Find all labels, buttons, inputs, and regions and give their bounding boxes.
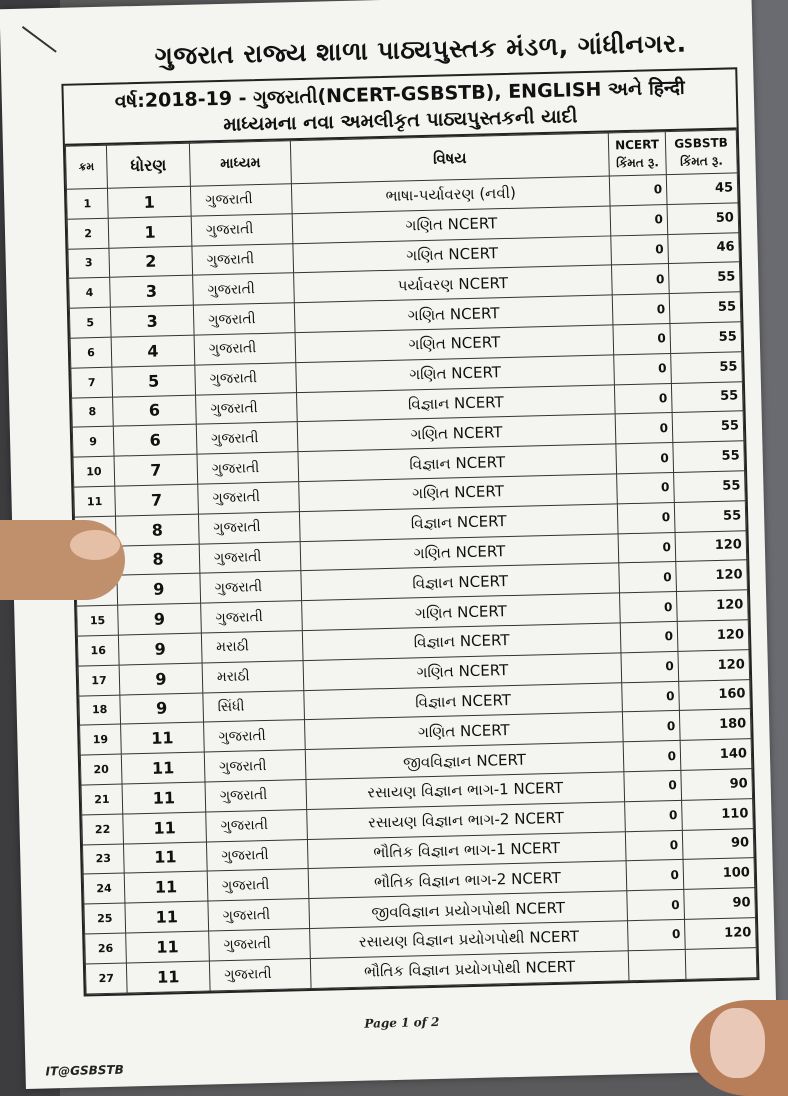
cell-medium: ગુજરાતી bbox=[206, 839, 308, 871]
cell-subject: વિજ્ઞાન NCERT bbox=[299, 504, 618, 542]
cell-standard: 9 bbox=[119, 663, 203, 695]
cell-medium: ગુજરાતી bbox=[193, 303, 295, 335]
cell-subject: ભાષા-પર્યાવરણ (નવી) bbox=[291, 176, 610, 214]
page-number: Page 1 of 2 bbox=[364, 1014, 440, 1031]
cell-gsbstb-price: 50 bbox=[667, 203, 739, 235]
cell-standard: 8 bbox=[116, 544, 200, 576]
cell-medium: ગુજરાતી bbox=[197, 452, 299, 484]
cell-sr: 22 bbox=[82, 814, 124, 845]
cell-standard: 11 bbox=[126, 961, 210, 993]
cell-ncert-price: 0 bbox=[622, 711, 680, 742]
cell-sr: 2 bbox=[67, 218, 109, 249]
cell-medium: ગુજરાતી bbox=[209, 958, 311, 990]
cell-standard: 9 bbox=[118, 633, 202, 665]
col-medium: માધ્યમ bbox=[189, 141, 291, 186]
cell-medium: ગુજરાતી bbox=[192, 243, 294, 275]
cell-subject: રસાયણ વિજ્ઞાન પ્રયોગપોથી NCERT bbox=[310, 921, 629, 959]
gsbstb-label: GSBSTB bbox=[674, 135, 729, 151]
cell-subject: વિજ્ઞાન NCERT bbox=[304, 682, 623, 720]
cell-subject: ગણિત NCERT bbox=[293, 236, 612, 274]
cell-ncert-price: 0 bbox=[616, 443, 674, 474]
cell-gsbstb-price: 180 bbox=[679, 709, 751, 741]
cell-medium: ગુજરાતી bbox=[209, 928, 311, 960]
cell-standard: 9 bbox=[118, 603, 202, 635]
gsbstb-price-label: કિંમત રૂ. bbox=[679, 153, 724, 169]
cell-subject: વિજ્ઞાન NCERT bbox=[298, 444, 617, 482]
cell-gsbstb-price: 55 bbox=[671, 352, 743, 384]
cell-ncert-price: 0 bbox=[614, 353, 672, 384]
cell-sr: 1 bbox=[66, 188, 108, 219]
cell-ncert-price: 0 bbox=[624, 770, 682, 801]
col-subject: વિષય bbox=[290, 133, 609, 184]
cell-subject: ભૌતિક વિજ્ઞાન ભાગ-1 NCERT bbox=[307, 831, 626, 869]
cell-gsbstb-price: 55 bbox=[670, 322, 742, 354]
cell-medium: ગુજરાતી bbox=[198, 482, 300, 514]
cell-subject: ગણિત NCERT bbox=[299, 474, 618, 512]
cell-sr: 10 bbox=[73, 456, 115, 487]
cell-standard: 7 bbox=[114, 454, 198, 486]
cell-gsbstb-price: 120 bbox=[675, 530, 747, 562]
cell-medium: ગુજરાતી bbox=[191, 214, 293, 246]
thumbnail-left bbox=[70, 530, 120, 560]
cell-subject: ગણિત NCERT bbox=[294, 295, 613, 333]
cell-medium: ગુજરાતી bbox=[198, 511, 300, 543]
cell-medium: ગુજરાતી bbox=[204, 720, 306, 752]
cell-standard: 6 bbox=[113, 425, 197, 457]
cell-medium: ગુજરાતી bbox=[208, 899, 310, 931]
cell-medium: મરાઠી bbox=[202, 660, 304, 692]
cell-subject: વિજ્ઞાન NCERT bbox=[301, 563, 620, 601]
pen-mark bbox=[22, 26, 57, 53]
cell-sr: 9 bbox=[72, 427, 114, 458]
cell-ncert-price: 0 bbox=[614, 383, 672, 414]
cell-ncert-price: 0 bbox=[610, 204, 668, 235]
cell-standard: 11 bbox=[121, 752, 205, 784]
cell-subject: ગણિત NCERT bbox=[300, 533, 619, 571]
cell-gsbstb-price: 55 bbox=[672, 411, 744, 443]
cell-subject: ભૌતિક વિજ્ઞાન પ્રયોગપોથી NCERT bbox=[310, 950, 629, 988]
cell-medium: મરાઠી bbox=[201, 631, 303, 663]
cell-ncert-price: 0 bbox=[621, 651, 679, 682]
organization-heading: ગુજરાત રાજ્ય શાળા પાઠ્યપુસ્તક મંડળ, ગાંધીનગર. bbox=[154, 28, 687, 71]
ncert-price-label: કિંમત રૂ. bbox=[615, 155, 660, 171]
ncert-label: NCERT bbox=[614, 137, 660, 153]
cell-gsbstb-price: 55 bbox=[671, 381, 743, 413]
cell-standard: 2 bbox=[109, 246, 193, 278]
cell-sr: 20 bbox=[80, 754, 122, 785]
cell-standard: 3 bbox=[110, 305, 194, 337]
cell-gsbstb-price: 140 bbox=[680, 739, 752, 771]
cell-medium: ગુજરાતી bbox=[206, 809, 308, 841]
cell-standard: 11 bbox=[126, 931, 210, 963]
cell-subject: ગણિત NCERT bbox=[297, 414, 616, 452]
cell-gsbstb-price: 55 bbox=[674, 471, 746, 503]
cell-medium: ગુજરાતી bbox=[207, 869, 309, 901]
cell-ncert-price: 0 bbox=[611, 234, 669, 265]
cell-gsbstb-price: 110 bbox=[682, 798, 754, 830]
cell-gsbstb-price: 120 bbox=[676, 590, 748, 622]
cell-sr: 6 bbox=[70, 337, 112, 368]
cell-sr: 27 bbox=[85, 963, 127, 994]
cell-subject: વિજ્ઞાન NCERT bbox=[302, 623, 621, 661]
cell-gsbstb-price: 90 bbox=[684, 888, 756, 920]
cell-medium: ગુજરાતી bbox=[204, 750, 306, 782]
cell-ncert-price bbox=[628, 949, 686, 980]
cell-subject: પર્યાવરણ NCERT bbox=[294, 265, 613, 303]
source-handle: IT@GSBSTB bbox=[45, 1062, 124, 1079]
cell-standard: 11 bbox=[122, 782, 206, 814]
cell-standard: 5 bbox=[112, 365, 196, 397]
cell-subject: રસાયણ વિજ્ઞાન ભાગ-2 NCERT bbox=[307, 802, 626, 840]
title-line-2: માધ્યમના નવા અમલીકૃત પાઠ્યપુસ્તકની યાદી bbox=[223, 105, 578, 136]
cell-ncert-price: 0 bbox=[620, 592, 678, 623]
cell-standard: 7 bbox=[115, 484, 199, 516]
cell-gsbstb-price: 160 bbox=[679, 679, 751, 711]
cell-sr: 16 bbox=[77, 635, 119, 666]
textbook-table bbox=[61, 67, 759, 996]
cell-standard: 1 bbox=[107, 186, 191, 218]
cell-standard: 4 bbox=[111, 335, 195, 367]
cell-ncert-price: 0 bbox=[625, 800, 683, 831]
cell-sr: 8 bbox=[72, 397, 114, 428]
cell-medium: ગુજરાતી bbox=[194, 333, 296, 365]
cell-standard: 11 bbox=[123, 842, 207, 874]
cell-subject: ભૌતિક વિજ્ઞાન ભાગ-2 NCERT bbox=[308, 861, 627, 899]
cell-gsbstb-price: 55 bbox=[669, 292, 741, 324]
cell-gsbstb-price: 100 bbox=[683, 858, 755, 890]
cell-sr: 23 bbox=[82, 844, 124, 875]
cell-medium: ગુજરાતી bbox=[200, 571, 302, 603]
cell-gsbstb-price: 55 bbox=[673, 441, 745, 473]
cell-subject: ગણિત NCERT bbox=[303, 653, 622, 691]
cell-standard: 3 bbox=[110, 276, 194, 308]
cell-medium: સિંધી bbox=[203, 690, 305, 722]
col-ncert bbox=[608, 132, 666, 176]
cell-subject: ગણિત NCERT bbox=[295, 325, 614, 363]
cell-subject: વિજ્ઞાન NCERT bbox=[297, 384, 616, 422]
cell-ncert-price: 0 bbox=[617, 472, 675, 503]
cell-sr: 24 bbox=[83, 873, 125, 904]
cell-gsbstb-price: 45 bbox=[666, 173, 738, 205]
cell-sr: 11 bbox=[74, 486, 116, 517]
cell-subject: રસાયણ વિજ્ઞાન ભાગ-1 NCERT bbox=[306, 772, 625, 810]
cell-sr: 25 bbox=[84, 903, 126, 934]
cell-subject: ગણિત NCERT bbox=[296, 355, 615, 393]
cell-ncert-price: 0 bbox=[613, 324, 671, 355]
cell-standard: 9 bbox=[120, 693, 204, 725]
cell-sr: 5 bbox=[69, 307, 111, 338]
cell-sr: 7 bbox=[71, 367, 113, 398]
cell-ncert-price: 0 bbox=[628, 919, 686, 950]
cell-gsbstb-price: 46 bbox=[668, 232, 740, 264]
cell-medium: ગુજરાતી bbox=[199, 541, 301, 573]
cell-ncert-price: 0 bbox=[622, 681, 680, 712]
cell-sr: 26 bbox=[85, 933, 127, 964]
thumbnail-right bbox=[710, 1008, 765, 1078]
cell-sr: 18 bbox=[79, 695, 121, 726]
cell-sr: 17 bbox=[78, 665, 120, 696]
cell-gsbstb-price: 55 bbox=[668, 262, 740, 294]
cell-sr: 3 bbox=[68, 248, 110, 279]
cell-subject: ગણિત NCERT bbox=[302, 593, 621, 631]
cell-subject: ગણિત NCERT bbox=[292, 206, 611, 244]
price-table bbox=[65, 129, 758, 994]
cell-ncert-price: 0 bbox=[609, 175, 667, 206]
cell-gsbstb-price: 55 bbox=[674, 501, 746, 533]
col-sr: ક્રમ bbox=[65, 145, 107, 189]
cell-standard: 9 bbox=[117, 573, 201, 605]
cell-gsbstb-price: 120 bbox=[676, 560, 748, 592]
cell-ncert-price: 0 bbox=[620, 621, 678, 652]
cell-sr: 21 bbox=[81, 784, 123, 815]
cell-subject: ગણિત NCERT bbox=[305, 712, 624, 750]
cell-gsbstb-price: 120 bbox=[678, 649, 750, 681]
cell-gsbstb-price: 90 bbox=[681, 769, 753, 801]
cell-medium: ગુજરાતી bbox=[196, 392, 298, 424]
cell-sr: 4 bbox=[69, 278, 111, 309]
cell-subject: જીવવિજ્ઞાન NCERT bbox=[305, 742, 624, 780]
cell-ncert-price: 0 bbox=[627, 889, 685, 920]
cell-gsbstb-price: 120 bbox=[684, 918, 756, 950]
col-gsbstb bbox=[665, 130, 737, 175]
cell-standard: 11 bbox=[125, 901, 209, 933]
cell-ncert-price: 0 bbox=[626, 860, 684, 891]
cell-ncert-price: 0 bbox=[617, 502, 675, 533]
title-line-1: વર્ષ:2018-19 - ગુજરાતી(NCERT-GSBSTB), ENGLISH અને हिन्दी bbox=[114, 76, 685, 113]
cell-sr: 15 bbox=[77, 605, 119, 636]
cell-ncert-price: 0 bbox=[612, 294, 670, 325]
cell-medium: ગુજરાતી bbox=[201, 601, 303, 633]
cell-standard: 11 bbox=[121, 722, 205, 754]
cell-standard: 11 bbox=[123, 812, 207, 844]
cell-gsbstb-price bbox=[685, 947, 757, 979]
cell-medium: ગુજરાતી bbox=[195, 362, 297, 394]
cell-ncert-price: 0 bbox=[611, 264, 669, 295]
cell-medium: ગુજરાતી bbox=[190, 184, 292, 216]
cell-standard: 6 bbox=[113, 395, 197, 427]
cell-subject: જીવવિજ્ઞાન પ્રયોગપોથી NCERT bbox=[309, 891, 628, 929]
cell-sr: 19 bbox=[80, 724, 122, 755]
cell-ncert-price: 0 bbox=[623, 741, 681, 772]
cell-gsbstb-price: 90 bbox=[682, 828, 754, 860]
cell-ncert-price: 0 bbox=[615, 413, 673, 444]
col-standard: ધોરણ bbox=[106, 143, 190, 188]
cell-ncert-price: 0 bbox=[619, 562, 677, 593]
cell-gsbstb-price: 120 bbox=[677, 620, 749, 652]
cell-medium: ગુજરાતી bbox=[193, 273, 295, 305]
cell-medium: ગુજરાતી bbox=[205, 779, 307, 811]
cell-standard: 1 bbox=[108, 216, 192, 248]
cell-medium: ગુજરાતી bbox=[196, 422, 298, 454]
cell-standard: 11 bbox=[124, 871, 208, 903]
cell-standard: 8 bbox=[115, 514, 199, 546]
cell-ncert-price: 0 bbox=[625, 830, 683, 861]
cell-ncert-price: 0 bbox=[618, 532, 676, 563]
